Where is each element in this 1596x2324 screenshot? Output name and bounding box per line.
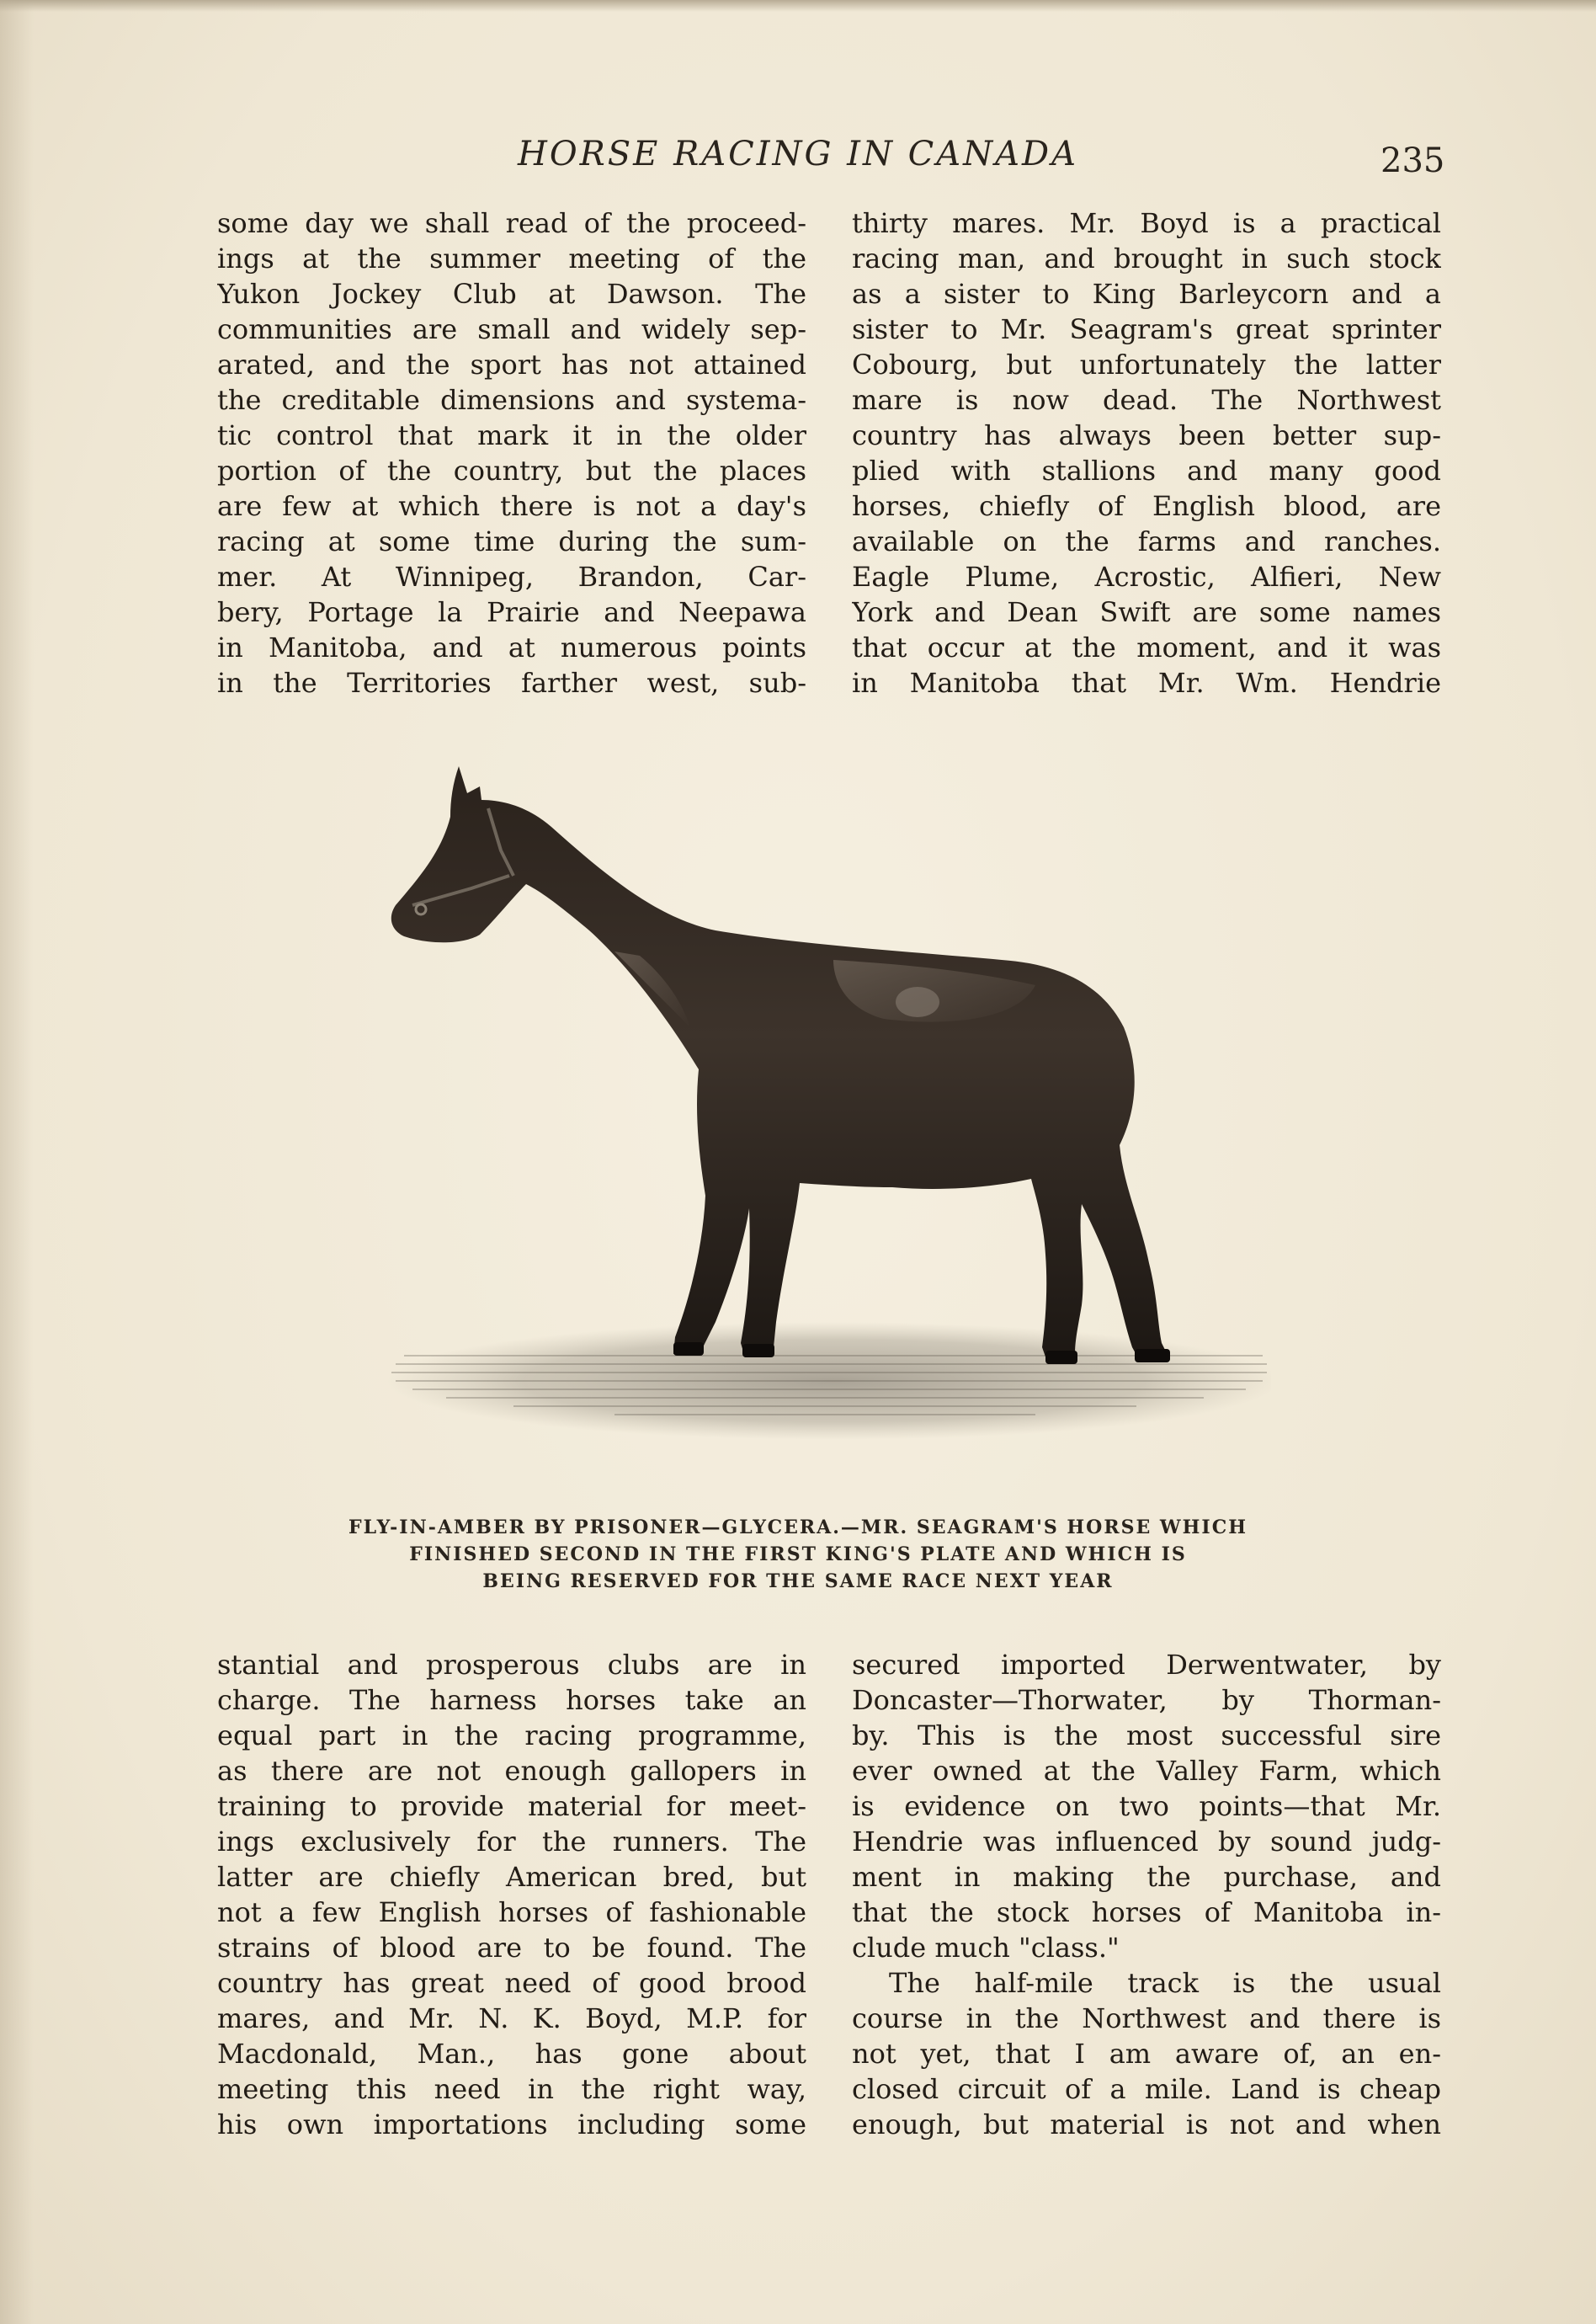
text-line: his own importations including some [217,2108,806,2140]
text-line: mer. At Winnipeg, Brandon, Car- [217,561,806,593]
text-line: as there are not enough gallopers in [217,1755,806,1787]
text-line: Macdonald, Man., has gone about [217,2038,806,2070]
text-line: Cobourg, but unfortunately the latter [852,349,1441,381]
text-line: mare is now dead. The Northwest [852,384,1441,416]
text-line: some day we shall read of the proceed- [217,207,806,239]
column-right-top [852,205,1441,701]
text-line: sister to Mr. Seagram's great sprinter [852,313,1441,345]
text-line: in Manitoba that Mr. Wm. Hendrie [852,667,1441,699]
column-left-top [217,205,806,701]
text-line: is evidence on two points—that Mr. [852,1790,1441,1822]
text-line: by. This is the most successful sire [852,1719,1441,1751]
running-title: HORSE RACING IN CANADA [517,135,1079,173]
text-line: training to provide material for meet- [217,1790,806,1822]
text-line: latter are chiefly American bred, but [217,1861,806,1893]
caption-line: FLY-IN-AMBER BY PRISONER—GLYCERA.—MR. SEAGRAM'S HORSE WHICH [348,1516,1248,1538]
text-line: meeting this need in the right way, [217,2073,806,2105]
text-line: country has great need of good brood [217,1967,806,1999]
text-line: ings at the summer meeting of the [217,243,806,275]
text-line: bery, Portage la Prairie and Neepawa [217,596,806,628]
column-left-bottom [217,1647,806,2142]
page-top-edge [0,0,1596,12]
text-line: mares, and Mr. N. K. Boyd, M.P. for [217,2002,806,2034]
text-line: equal part in the racing programme, [217,1719,806,1751]
text-line: secured imported Derwentwater, by [852,1649,1441,1681]
text-line: The half-mile track is the usual [889,1967,1441,1999]
text-line: tic control that mark it in the older [217,419,806,451]
text-line: course in the Northwest and there is [852,2002,1441,2034]
text-line: portion of the country, but the places [217,455,806,487]
page-number: 235 [1381,141,1445,180]
text-line: charge. The harness horses take an [217,1684,806,1716]
text-line: not yet, that I am aware of, an en- [852,2038,1441,2070]
text-line: not a few English horses of fashionable [217,1896,806,1928]
text-line: racing man, and brought in such stock [852,243,1441,275]
photo-caption [253,1514,1343,1595]
text-line: Doncaster—Thorwater, by Thorman- [852,1684,1441,1716]
text-line: ment in making the purchase, and [852,1861,1441,1893]
text-line: country has always been better sup- [852,419,1441,451]
text-line: arated, and the sport has not attained [217,349,806,381]
horse-figure [391,766,1170,1364]
caption-line: FINISHED SECOND IN THE FIRST KING'S PLATE AND WHICH IS [409,1543,1187,1565]
text-line: in Manitoba, and at numerous points [217,632,806,664]
text-line: racing at some time during the sum- [217,525,806,557]
text-line: available on the farms and ranches. [852,525,1441,557]
text-line: that occur at the moment, and it was [852,632,1441,664]
horse-photograph [362,749,1271,1457]
text-line: thirty mares. Mr. Boyd is a practical [852,207,1441,239]
spine-shadow [0,0,34,2324]
text-line: closed circuit of a mile. Land is cheap [852,2073,1441,2105]
text-line: Eagle Plume, Acrostic, Alfieri, New [852,561,1441,593]
text-line: Yukon Jockey Club at Dawson. The [217,278,806,310]
text-line: enough, but material is not and when [852,2108,1441,2140]
text-line: plied with stallions and many good [852,455,1441,487]
text-line: as a sister to King Barleycorn and a [852,278,1441,310]
caption-line: BEING RESERVED FOR THE SAME RACE NEXT YEAR [482,1570,1114,1592]
text-line: ings exclusively for the runners. The [217,1826,806,1858]
text-line: Hendrie was influenced by sound judg- [852,1826,1441,1858]
text-line: York and Dean Swift are some names [852,596,1441,628]
text-line: that the stock horses of Manitoba in- [852,1896,1441,1928]
text-line: horses, chiefly of English blood, are [852,490,1441,522]
text-line: strains of blood are to be found. The [217,1932,806,1964]
text-line: stantial and prosperous clubs are in [217,1649,806,1681]
text-line: in the Territories farther west, sub- [217,667,806,699]
text-line: are few at which there is not a day's [217,490,806,522]
column-right-bottom [852,1647,1441,2142]
text-line: clude much "class." [852,1932,1120,1964]
text-line: the creditable dimensions and systema- [217,384,806,416]
text-line: ever owned at the Valley Farm, which [852,1755,1441,1787]
text-line: communities are small and widely sep- [217,313,806,345]
